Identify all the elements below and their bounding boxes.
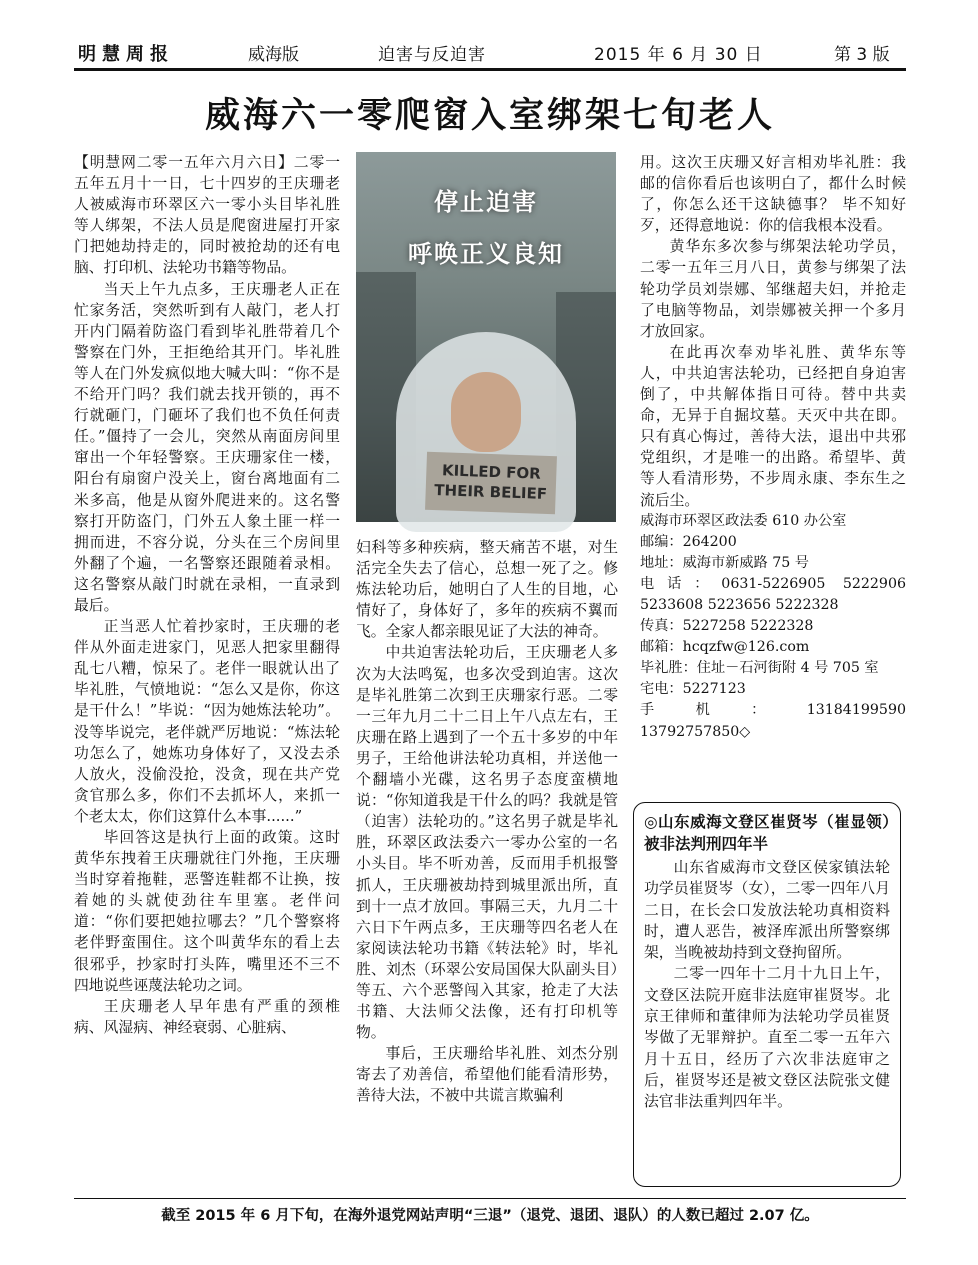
paragraph: 山东省威海市文登区侯家镇法轮功学员崔贤岑（女），二零一四年八月二日，在长会口发放法轮功真相资料时，遭人恶告，被泽库派出所警察绑架，当晚被劫持到文登拘留所。 xyxy=(644,859,890,962)
contact-line: 电话：0631-5226905 5222906 5233608 5223656 5222328 xyxy=(640,575,906,613)
page-number: 第 3 版 xyxy=(834,45,890,65)
contact-line: 邮编：264200 xyxy=(640,533,737,550)
paragraph: 王庆珊老人早年患有严重的颈椎病、风湿病、神经衰弱、心脏病、 xyxy=(74,997,340,1036)
paragraph: 在此再次奉劝毕礼胜、黄华东等人，中共迫害法轮功，已经把自身迫害倒了，中共解体指日可待。替中共卖命，无异于自掘坟墓。天灭中共在即。只有真心悔过，善待大法，退出中共邪党组织，才是唯一的出路。希望毕、黄等人看清形势，不步周永康、李东生之流后尘。 xyxy=(640,343,906,509)
masthead xyxy=(74,34,906,71)
contact-line: 手机：13184199590 13792757850◇ xyxy=(640,702,921,740)
paragraph: 毕回答这是执行上面的政策。这时黄华东拽着王庆珊就往门外拖，王庆珊当时穿着拖鞋，恶警连鞋都不让换，按着她的头就使劲往车里塞。老伴问道：“你们要把她拉哪去？”几个警察将老伴野蛮围住。这个叫黄华东的看上去很邪乎，抄家时打头阵，嘴里还不三不四地说些诬蔑法轮功之词。 xyxy=(74,829,340,994)
paragraph: 【明慧网二零一五年六月六日】二零一五年五月十一日，七十四岁的王庆珊老人被威海市环翠区六一零小头目毕礼胜等人绑架，不法人员是爬窗进屋打开家门把她劫持走的，同时被抢劫的还有电脑、打印机、法轮功书籍等物品。 xyxy=(74,154,340,277)
poster-slogan-1: 停止迫害 xyxy=(434,188,538,216)
paragraph: 妇科等多种疾病，整天痛苦不堪，对生活完全失去了信心，总想一死了之。修炼法轮功后，她明白了人生的目地，心情好了，身体好了，多年的疾病不翼而飞。全家人都亲眼见证了大法的神奇。 xyxy=(356,539,618,641)
paragraph: 二零一四年十二月十九日上午，文登区法院开庭非法庭审崔贤岑。北京王律师和董律师为法轮功学员崔贤岑做了无罪辩护。直至二零一五年六月十五日，经历了六次非法庭审之后，崔贤岑还是被文登区法院张文健法官非法重判四年半。 xyxy=(644,965,890,1111)
issue-date: 2015 年 6 月 30 日 xyxy=(594,45,763,65)
sign-line-2: THEIR BELIEF xyxy=(434,481,548,503)
paragraph: 用。这次王庆珊又好言相劝毕礼胜：我邮的信你看后也该明白了，都什么时候了，你怎么还干这缺德事？ 毕不知好歹，还得意地说：你的信我根本没看。 xyxy=(640,154,906,235)
article-column-3 xyxy=(640,152,921,790)
sidebar-news-box xyxy=(633,802,901,1187)
contact-line: 威海市环翠区政法委 610 办公室 xyxy=(640,512,847,529)
section-label: 迫害与反迫害 xyxy=(378,45,486,65)
contact-line: 毕礼胜：住址－石河街附 4 号 705 室 xyxy=(640,660,879,677)
contact-line: 地址：威海市新威路 75 号 xyxy=(640,554,809,571)
contact-line: 邮箱：hcqzfw@126.com xyxy=(640,639,810,656)
paragraph: 事后，王庆珊给毕礼胜、刘杰分别寄去了劝善信，希望他们能看清形势，善待大法，不被中共谎言欺骗利 xyxy=(356,1045,618,1105)
girl-face xyxy=(451,372,521,452)
newspaper-name: 明慧周报 xyxy=(78,44,174,65)
paragraph: 黄华东多次参与绑架法轮功学员，二零一五年三月八日，黄参与绑架了法轮功学员刘崇娜、邹继超夫妇，并抢走了电脑等物品，刘崇娜被关押一个多月才放回家。 xyxy=(640,238,906,340)
poster-image xyxy=(356,152,616,522)
sidebar-news-title: ◎山东威海文登区崔贤岑（崔显领）被非法判刑四年半 xyxy=(644,813,890,853)
footer-banner: 截至 2015 年 6 月下旬，在海外退党网站声明“三退”（退党、退团、退队）的人数已超过 2.07 亿。 xyxy=(74,1198,906,1225)
article-column-2 xyxy=(356,537,618,1194)
edition-label: 威海版 xyxy=(248,45,299,65)
paragraph: 当天上午九点多，王庆珊老人正在忙家务活，突然听到有人敲门，老人打开内门隔着防盗门看到毕礼胜带着几个警察在门外，王拒绝给其开门。毕礼胜等人在门外发疯似地大喊大叫：“你不是不给开门吗？我们就去找开锁的，再不行就砸门，门砸坏了我们也不负任何责任。”僵持了一会儿，突然从南面房间里窜出一个年轻警察。王庆珊家住一楼，阳台有扇窗户没关上，窗台离地面有二米多高，他是从窗外爬进来的。这名警察打开防盗门，门外五人象土匪一样一拥而进，不容分说，分头在三个房间里外翻了个遍，一名警察还跟随着录相。这名警察从敲门时就在录相，一直录到最后。 xyxy=(74,280,340,614)
paragraph: 中共迫害法轮功后，王庆珊老人多次为大法鸣冤，也多次受到迫害。这次是毕礼胜第二次到王庆珊家行恶。二零一三年九月二十二日上午八点左右，王庆珊在路上遇到了一个五十多岁的中年男子，王给他讲法轮功真相，并送他一个翻墙小光碟，这名男子态度蛮横地说：“你知道我是干什么的吗？我就是管（迫害）法轮功的。”这名男子就是毕礼胜，环翠区政法委六一零办公室的一名小头目。毕不听劝善，反而用手机报警抓人，王庆珊被劫持到城里派出所，直到十一点才放回。事隔三天，九月二十六日下午两点多，王庆珊等四名老人在家阅读法轮功书籍《转法轮》时，毕礼胜、刘杰（环翠公安局国保大队副头目）等五、六个恶警闯入其家，抢走了大法书籍、大法师父法像，还有打印机等物。 xyxy=(356,644,618,1042)
paragraph: 正当恶人忙着抄家时，王庆珊的老伴从外面走进家门，见恶人把家里翻得乱七八糟，惊呆了。老伴一眼就认出了毕礼胜，气愤地说：“怎么又是你，你这是干什么！”毕说：“因为她炼法轮功”。没等毕说完，老伴就严厉地说：“炼法轮功怎么了，她炼功身体好了，又没去杀人放火，没偷没抢，没贪，现在共产党贪官那么多，你们不去抓坏人，来抓一个老太太，你们这算什么本事......” xyxy=(74,618,340,825)
article-column-1 xyxy=(74,152,340,1194)
article-headline: 威海六一零爬窗入室绑架七旬老人 xyxy=(204,96,775,136)
contact-line: 宅电：5227123 xyxy=(640,681,746,698)
contact-line: 传真：5227258 5222328 xyxy=(640,618,814,635)
poster-slogan-2: 呼唤正义良知 xyxy=(408,240,564,268)
sign-line-1: KILLED FOR xyxy=(441,461,542,483)
protest-sign xyxy=(425,452,557,515)
